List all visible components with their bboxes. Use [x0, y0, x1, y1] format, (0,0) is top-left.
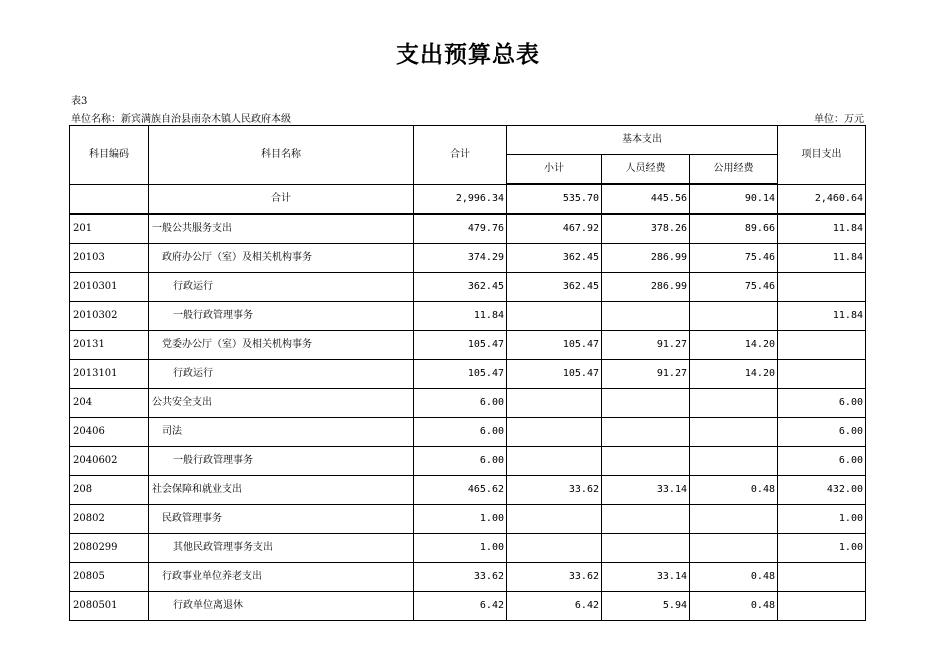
row-subtotal: 105.47 — [507, 360, 602, 389]
row-total: 1.00 — [414, 534, 507, 563]
row-project — [778, 563, 866, 592]
row-project: 432.00 — [778, 476, 866, 505]
row-personnel: 91.27 — [602, 360, 690, 389]
row-public: 14.20 — [690, 360, 778, 389]
row-total: 362.45 — [414, 273, 507, 302]
row-personnel: 378.26 — [602, 214, 690, 244]
row-code: 2013101 — [70, 360, 149, 389]
row-code: 2080501 — [70, 592, 149, 621]
table-row — [70, 505, 866, 534]
table-row — [70, 447, 866, 476]
unit-label: 单位：万元 — [814, 114, 864, 125]
row-total: 6.00 — [414, 389, 507, 418]
unit-name: 单位名称：新宾满族自治县南杂木镇人民政府本级 — [71, 114, 291, 125]
row-subtotal: 6.42 — [507, 592, 602, 621]
total-total: 2,996.34 — [414, 184, 507, 214]
row-name: 一般行政管理事务 — [149, 447, 414, 476]
row-public: 75.46 — [690, 244, 778, 273]
table-row — [70, 592, 866, 621]
total-personnel: 445.56 — [602, 184, 690, 214]
row-project: 11.84 — [778, 302, 866, 331]
row-public: 0.48 — [690, 563, 778, 592]
row-code: 2040602 — [70, 447, 149, 476]
row-personnel: 286.99 — [602, 244, 690, 273]
row-project — [778, 592, 866, 621]
table-row — [70, 418, 866, 447]
row-name: 行政运行 — [149, 273, 414, 302]
row-project: 6.00 — [778, 418, 866, 447]
row-subtotal: 105.47 — [507, 331, 602, 360]
header-name: 科目名称 — [149, 126, 414, 185]
row-code: 2010302 — [70, 302, 149, 331]
table-row — [70, 214, 866, 244]
row-subtotal: 467.92 — [507, 214, 602, 244]
row-subtotal: 362.45 — [507, 244, 602, 273]
total-code — [70, 184, 149, 214]
row-project: 11.84 — [778, 244, 866, 273]
row-subtotal — [507, 534, 602, 563]
row-name: 党委办公厅（室）及相关机构事务 — [149, 331, 414, 360]
row-subtotal — [507, 302, 602, 331]
row-public — [690, 302, 778, 331]
header-code: 科目编码 — [70, 126, 149, 185]
row-name: 行政单位离退休 — [149, 592, 414, 621]
row-public — [690, 418, 778, 447]
row-project — [778, 331, 866, 360]
row-total: 11.84 — [414, 302, 507, 331]
total-row — [70, 184, 866, 214]
row-public — [690, 505, 778, 534]
total-name: 合计 — [149, 184, 414, 214]
row-name: 民政管理事务 — [149, 505, 414, 534]
row-public — [690, 389, 778, 418]
row-name: 其他民政管理事务支出 — [149, 534, 414, 563]
total-public: 90.14 — [690, 184, 778, 214]
table-row — [70, 389, 866, 418]
row-subtotal — [507, 389, 602, 418]
row-total: 6.42 — [414, 592, 507, 621]
total-project: 2,460.64 — [778, 184, 866, 214]
row-name: 公共安全支出 — [149, 389, 414, 418]
header-total: 合计 — [414, 126, 507, 185]
table-number: 表3 — [71, 96, 88, 107]
row-total: 105.47 — [414, 360, 507, 389]
row-code: 20131 — [70, 331, 149, 360]
row-project: 6.00 — [778, 447, 866, 476]
row-project — [778, 360, 866, 389]
row-subtotal — [507, 418, 602, 447]
row-total: 6.00 — [414, 418, 507, 447]
row-personnel — [602, 447, 690, 476]
row-code: 204 — [70, 389, 149, 418]
row-public — [690, 447, 778, 476]
row-personnel: 5.94 — [602, 592, 690, 621]
row-name: 政府办公厅（室）及相关机构事务 — [149, 244, 414, 273]
row-code: 208 — [70, 476, 149, 505]
row-personnel — [602, 505, 690, 534]
row-personnel: 91.27 — [602, 331, 690, 360]
header-personnel: 人员经费 — [602, 155, 690, 185]
page-title: 支出预算总表 — [396, 41, 540, 68]
row-public: 0.48 — [690, 476, 778, 505]
row-project: 1.00 — [778, 534, 866, 563]
table-row — [70, 273, 866, 302]
row-total: 374.29 — [414, 244, 507, 273]
row-code: 20805 — [70, 563, 149, 592]
table-row — [70, 331, 866, 360]
row-subtotal — [507, 447, 602, 476]
row-public: 0.48 — [690, 592, 778, 621]
row-public: 14.20 — [690, 331, 778, 360]
row-name: 一般公共服务支出 — [149, 214, 414, 244]
budget-table — [69, 125, 866, 621]
row-total: 1.00 — [414, 505, 507, 534]
row-public: 75.46 — [690, 273, 778, 302]
row-code: 20103 — [70, 244, 149, 273]
row-total: 105.47 — [414, 331, 507, 360]
row-total: 6.00 — [414, 447, 507, 476]
row-name: 一般行政管理事务 — [149, 302, 414, 331]
header-subtotal: 小计 — [507, 155, 602, 185]
table-row — [70, 563, 866, 592]
total-subtotal: 535.70 — [507, 184, 602, 214]
row-name: 行政事业单位养老支出 — [149, 563, 414, 592]
header-basic: 基本支出 — [507, 126, 778, 155]
row-project — [778, 273, 866, 302]
row-personnel: 33.14 — [602, 563, 690, 592]
row-subtotal — [507, 505, 602, 534]
row-code: 20802 — [70, 505, 149, 534]
row-personnel: 33.14 — [602, 476, 690, 505]
row-name: 司法 — [149, 418, 414, 447]
row-subtotal: 362.45 — [507, 273, 602, 302]
row-total: 465.62 — [414, 476, 507, 505]
row-personnel — [602, 418, 690, 447]
row-project: 1.00 — [778, 505, 866, 534]
row-personnel — [602, 302, 690, 331]
header-row — [70, 126, 866, 155]
row-personnel — [602, 389, 690, 418]
table-row — [70, 360, 866, 389]
row-personnel: 286.99 — [602, 273, 690, 302]
row-project: 6.00 — [778, 389, 866, 418]
table-row — [70, 302, 866, 331]
row-total: 479.76 — [414, 214, 507, 244]
row-code: 20406 — [70, 418, 149, 447]
row-subtotal: 33.62 — [507, 476, 602, 505]
table-row — [70, 244, 866, 273]
header-public: 公用经费 — [690, 155, 778, 185]
row-project: 11.84 — [778, 214, 866, 244]
table-row — [70, 534, 866, 563]
row-code: 201 — [70, 214, 149, 244]
table-row — [70, 476, 866, 505]
row-name: 社会保障和就业支出 — [149, 476, 414, 505]
row-public: 89.66 — [690, 214, 778, 244]
row-public — [690, 534, 778, 563]
row-code: 2010301 — [70, 273, 149, 302]
row-total: 33.62 — [414, 563, 507, 592]
row-name: 行政运行 — [149, 360, 414, 389]
row-personnel — [602, 534, 690, 563]
row-subtotal: 33.62 — [507, 563, 602, 592]
row-code: 2080299 — [70, 534, 149, 563]
header-project: 项目支出 — [778, 126, 866, 185]
